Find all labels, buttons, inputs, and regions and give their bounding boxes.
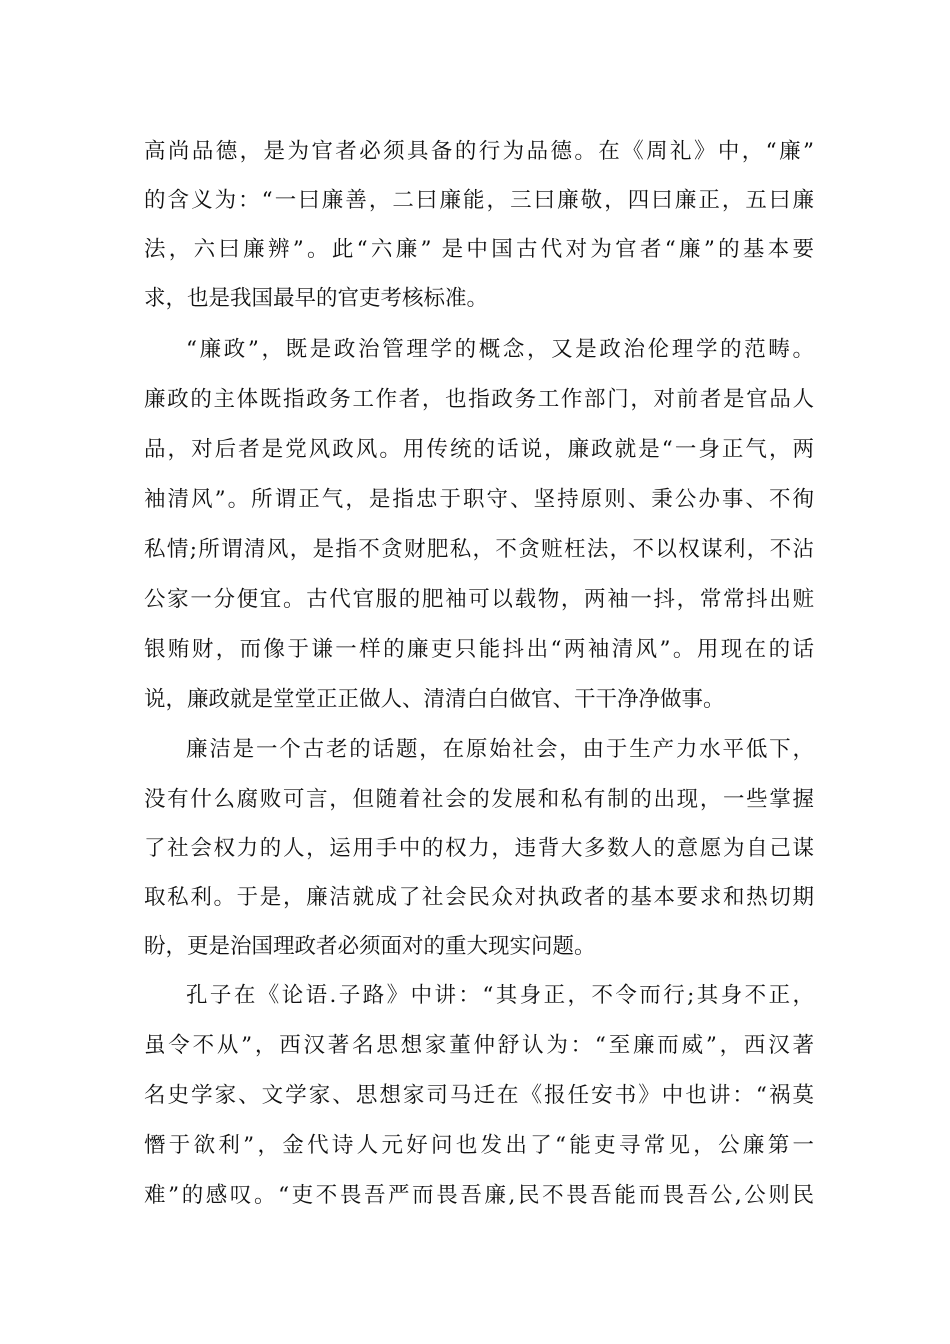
text-line: 廉政的主体既指政务工作者，也指政务工作部门，对前者是官品人 — [144, 387, 814, 412]
text-line: 银贿财，而像于谦一样的廉吏只能抖出“两袖清风”。用现在的话 — [144, 637, 814, 662]
text-line: 难”的感叹。“吏不畏吾严而畏吾廉,民不畏吾能而畏吾公,公则民 — [144, 1183, 814, 1208]
text-line: 盼，更是治国理政者必须面对的重大现实问题。 — [144, 934, 596, 959]
text-line: 私情;所谓清风，是指不贪财肥私，不贪赃枉法，不以权谋利，不沾 — [144, 537, 814, 562]
text-line: 说，廉政就是堂堂正正做人、清清白白做官、干干净净做事。 — [144, 687, 725, 712]
paragraph-first-line: 廉洁是一个古老的话题，在原始社会，由于生产力水平低下， — [186, 737, 814, 762]
text-line: 法，六曰廉辨”。此“六廉” 是中国古代对为官者“廉”的基本要 — [144, 237, 814, 262]
text-line: 求，也是我国最早的官吏考核标准。 — [144, 286, 489, 311]
paragraph-first-line: “廉政”，既是政治管理学的概念，又是政治伦理学的范畴。 — [186, 337, 814, 362]
text-line: 名史学家、文学家、思想家司马迁在《报任安书》中也讲：“祸莫 — [144, 1083, 814, 1108]
text-line: 袖清风”。所谓正气，是指忠于职守、坚持原则、秉公办事、不徇 — [144, 487, 814, 512]
text-line: 取私利。于是，廉洁就成了社会民众对执政者的基本要求和热切期 — [144, 885, 814, 910]
text-line: 的含义为：“一曰廉善，二曰廉能，三曰廉敬，四曰廉正，五曰廉 — [144, 188, 814, 213]
text-line: 憯于欲利”，金代诗人元好问也发出了“能吏寻常见，公廉第一 — [144, 1133, 814, 1158]
text-line: 高尚品德，是为官者必须具备的行为品德。在《周礼》中，“廉” — [144, 139, 814, 164]
text-line: 虽令不从”，西汉著名思想家董仲舒认为：“至廉而威”，西汉著 — [144, 1033, 814, 1058]
text-line: 公家一分便宜。古代官服的肥袖可以载物，两袖一抖，常常抖出赃 — [144, 587, 814, 612]
text-line: 没有什么腐败可言，但随着社会的发展和私有制的出现，一些掌握 — [144, 787, 814, 812]
paragraph-first-line: 孔子在《论语.子路》中讲：“其身正，不令而行;其身不正， — [186, 983, 814, 1008]
text-line: 了社会权力的人，运用手中的权力，违背大多数人的意愿为自己谋 — [144, 836, 814, 861]
text-line: 品，对后者是党风政风。用传统的话说，廉政就是“一身正气，两 — [144, 437, 814, 462]
